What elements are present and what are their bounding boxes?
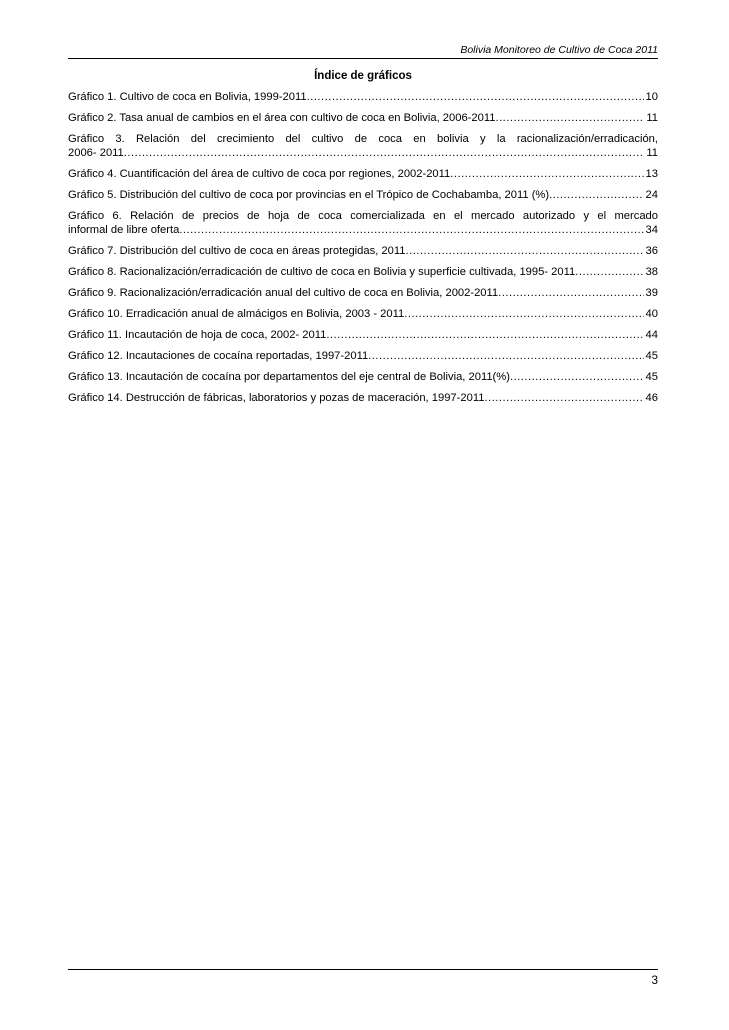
dot-leader [307,90,644,104]
toc-entry-text: Gráfico 10. Erradicación anual de almácigos en Bolivia, 2003 - 2011 [68,308,405,320]
toc-entry-text: Gráfico 5. Distribución del cultivo de coca por provincias en el Trópico de Cochabamba, 2011 (%) [68,189,550,201]
dot-leader [404,307,643,321]
toc-title: Índice de gráficos [314,70,412,82]
toc-entry-page: 46 [645,392,658,404]
toc-entry[interactable] [68,307,658,328]
dot-leader [450,167,643,181]
toc-entry-text: Gráfico 4. Cuantificación del área de cultivo de coca por regiones, 2002-2011 [68,168,451,180]
dot-leader [549,188,643,202]
toc-entry[interactable] [68,328,658,349]
toc-entry-page: 39 [645,287,658,299]
toc-entry[interactable] [68,265,658,286]
toc-entry[interactable] [68,244,658,265]
dot-leader [326,328,643,342]
dot-leader [495,111,644,125]
toc-entry-page: 34 [645,224,658,236]
toc-entry-text: Gráfico 11. Incautación de hoja de coca, 2002- 2011 [68,329,327,341]
toc-entry[interactable] [68,209,658,244]
dot-leader [405,244,643,258]
toc-entry[interactable] [68,167,658,188]
toc-entry-page: 45 [645,371,658,383]
table-of-figures [68,90,658,412]
toc-entry-page: 11 [646,147,658,159]
header-rule [68,58,658,59]
toc-entry-page: 24 [645,189,658,201]
dot-leader [484,391,643,405]
toc-entry-page: 13 [645,168,658,180]
toc-entry-text-line1: Gráfico 6. Relación de precios de hoja de coca comercializada en el mercado autorizado y el mercado [68,210,658,222]
toc-entry-text: Gráfico 8. Racionalización/erradicación de cultivo de coca en Bolivia y superficie cultivada, 1995- 2011 [68,266,576,278]
dot-leader [498,286,643,300]
toc-entry-text-line2: informal de libre oferta [68,224,180,236]
page-number: 3 [651,973,658,987]
toc-entry-page: 38 [645,266,658,278]
running-header: Bolivia Monitoreo de Cultivo de Coca 2011 [460,44,658,56]
toc-entry-text-line2: 2006- 2011 [68,147,124,159]
toc-entry-page: 10 [645,91,658,103]
toc-entry[interactable] [68,132,658,167]
toc-entry-text: Gráfico 7. Distribución del cultivo de coca en áreas protegidas, 2011 [68,245,406,257]
toc-entry[interactable] [68,349,658,370]
dot-leader [179,223,643,237]
toc-entry-text: Gráfico 2. Tasa anual de cambios en el área con cultivo de coca en Bolivia, 2006-2011 [68,112,496,124]
toc-entry-text: Gráfico 9. Racionalización/erradicación anual del cultivo de coca en Bolivia, 2002-2011 [68,287,499,299]
dot-leader [368,349,643,363]
toc-entry-text: Gráfico 12. Incautaciones de cocaína reportadas, 1997-2011 [68,350,369,362]
dot-leader [575,265,643,279]
dot-leader [510,370,644,384]
toc-entry-continuation [68,223,658,237]
toc-entry[interactable] [68,391,658,412]
toc-entry[interactable] [68,90,658,111]
footer-rule [68,969,658,970]
toc-entry-page: 36 [645,245,658,257]
toc-entry-page: 40 [645,308,658,320]
toc-entry-page: 44 [645,329,658,341]
toc-entry-text-line1: Gráfico 3. Relación del crecimiento del cultivo de coca en bolivia y la racionalización/erradicación, [68,133,658,145]
toc-entry-text: Gráfico 13. Incautación de cocaína por departamentos del eje central de Bolivia, 2011(%) [68,371,510,383]
toc-entry[interactable] [68,286,658,307]
dot-leader [124,146,645,160]
toc-entry-continuation [68,146,658,160]
toc-entry-text: Gráfico 1. Cultivo de coca en Bolivia, 1999-2011 [68,91,307,103]
toc-entry-page: 11 [646,112,658,124]
toc-entry-page: 45 [645,350,658,362]
toc-entry[interactable] [68,370,658,391]
toc-entry[interactable] [68,111,658,132]
toc-entry[interactable] [68,188,658,209]
toc-entry-text: Gráfico 14. Destrucción de fábricas, laboratorios y pozas de maceración, 1997-2011 [68,392,485,404]
